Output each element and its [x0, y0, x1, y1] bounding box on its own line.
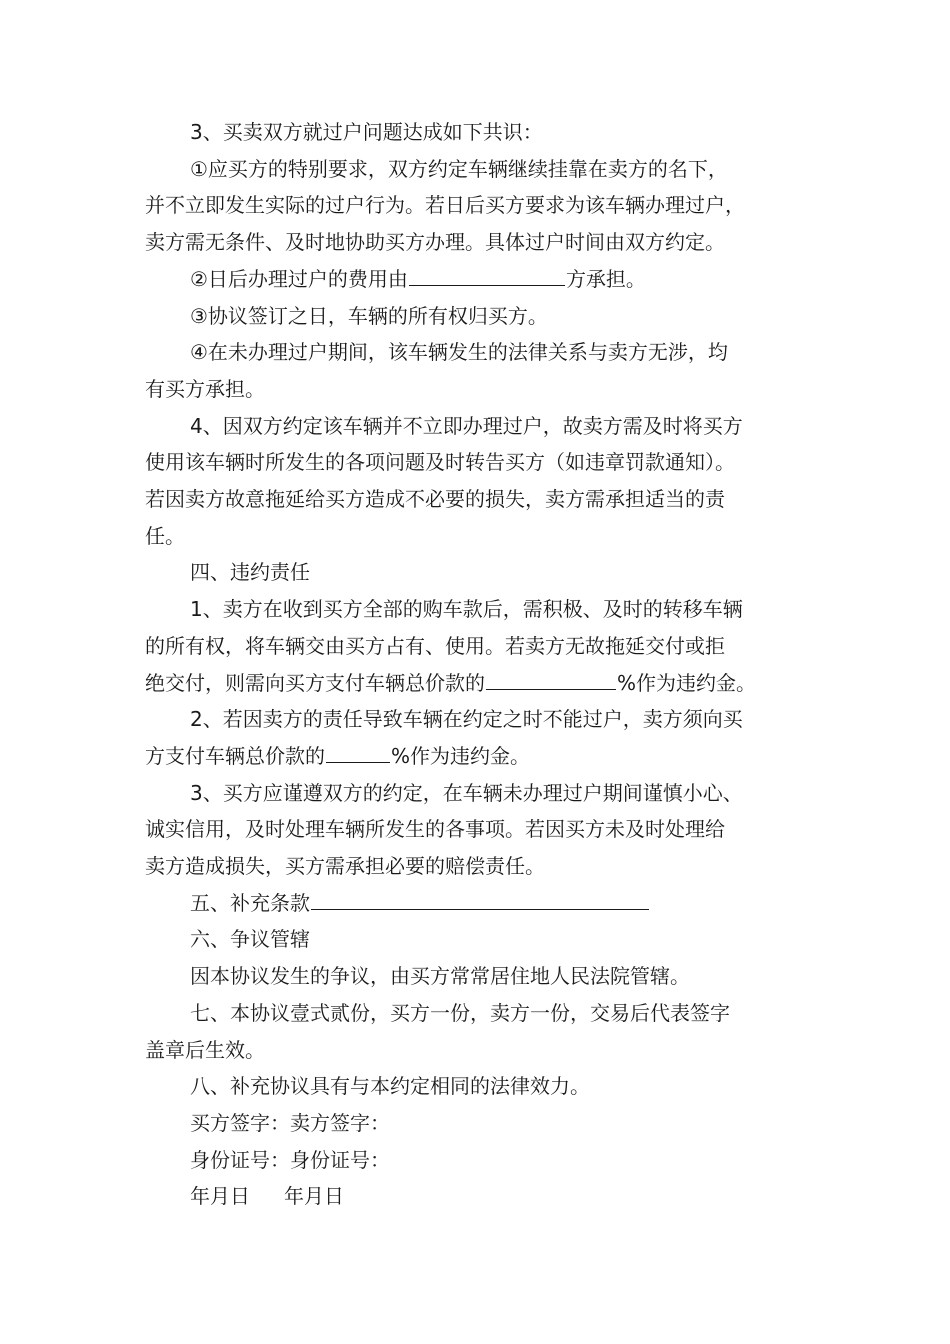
breach-3-cont2: 卖方造成损失，买方需承担必要的赔偿责任。: [145, 854, 545, 879]
clause-4-cont2: 若因卖方故意拖延给买方造成不必要的损失，卖方需承担适当的责: [145, 487, 725, 512]
clause-4-cont: 使用该车辆时所发生的各项问题及时转告买方（如违章罚款通知）。: [145, 450, 735, 475]
breach-2-suffix: %作为违约金。: [391, 743, 531, 768]
breach-1: 1、卖方在收到买方全部的购车款后，需积极、及时的转移车辆: [190, 597, 743, 622]
clause-3-item-3: ③协议签订之日，车辆的所有权归买方。: [190, 303, 548, 328]
breach-2-text: 方支付车辆总价款的: [145, 743, 325, 768]
clause-3-item-2-text: ②日后办理过户的费用由: [190, 266, 408, 291]
breach-1-cont: 的所有权，将车辆交由买方占有、使用。若卖方无故拖延交付或拒: [145, 633, 725, 658]
breach-3: 3、买方应谨遵双方的约定，在车辆未办理过户期间谨慎小心、: [190, 780, 743, 805]
signature-line: 买方签字：卖方签字：: [190, 1110, 390, 1135]
section-breach-heading: 四、违约责任: [190, 560, 310, 585]
section-dispute-heading: 六、争议管辖: [190, 927, 310, 952]
clause-3-item-2-suffix: 方承担。: [565, 266, 646, 291]
breach-1-percent-blank[interactable]: [486, 667, 616, 690]
dispute-text: 因本协议发生的争议，由买方常常居住地人民法院管辖。: [190, 964, 690, 989]
section-copies: 七、本协议壹式贰份，买方一份，卖方一份，交易后代表签字: [190, 1000, 730, 1025]
clause-3-item-1: ①应买方的特别要求，双方约定车辆继续挂靠在卖方的名下，: [190, 156, 728, 181]
breach-2-cont: [145, 738, 815, 775]
clause-3-heading: 3、买卖双方就过户问题达成如下共识：: [190, 120, 543, 144]
clause-3-item-4-cont: 有买方承担。: [145, 376, 265, 401]
clause-4: 4、因双方约定该车辆并不立即办理过户，故卖方需及时将买方: [190, 413, 743, 438]
section-supplement-label: 五、补充条款: [190, 890, 310, 915]
clause-3-item-1-cont: 并不立即发生实际的过户行为。若日后买方要求为该车辆办理过户，: [145, 193, 745, 218]
buyer-date: 年月日: [190, 1184, 250, 1209]
clause-3-item-2: [145, 261, 815, 298]
fee-party-blank[interactable]: [409, 263, 565, 286]
breach-3-cont: 诚实信用，及时处理车辆所发生的各事项。若因买方未及时处理给: [145, 817, 725, 842]
supplement-blank[interactable]: [311, 887, 649, 910]
section-supplement: [145, 885, 815, 922]
breach-1-text: 绝交付，则需向买方支付车辆总价款的: [145, 670, 485, 695]
document-page: [145, 114, 815, 1215]
clause-3-item-4: ④在未办理过户期间，该车辆发生的法律关系与卖方无涉，均: [190, 340, 728, 365]
clause-3-item-1-cont2: 卖方需无条件、及时地协助买方办理。具体过户时间由双方约定。: [145, 230, 725, 255]
date-line: [145, 1178, 815, 1215]
id-number-line: 身份证号：身份证号：: [190, 1147, 390, 1172]
breach-2: 2、若因卖方的责任导致车辆在约定之时不能过户，卖方须向买: [190, 707, 743, 732]
breach-1-cont2: [145, 665, 815, 702]
clause-4-cont3: 任。: [145, 523, 185, 548]
seller-date: 年月日: [284, 1184, 344, 1209]
section-effect: 八、补充协议具有与本约定相同的法律效力。: [190, 1074, 590, 1099]
breach-2-percent-blank[interactable]: [326, 740, 390, 763]
section-copies-cont: 盖章后生效。: [145, 1037, 265, 1062]
breach-1-suffix: %作为违约金。: [617, 670, 757, 695]
